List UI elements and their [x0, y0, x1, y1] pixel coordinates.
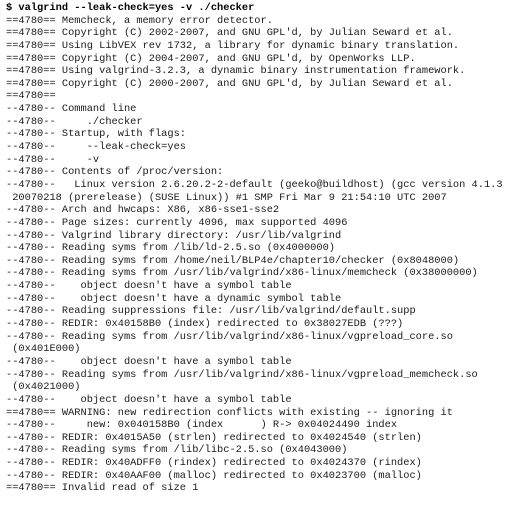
terminal-line: --4780-- Reading suppressions file: /usr/lib/valgrind/default.supp — [6, 305, 416, 318]
terminal-line: --4780-- Arch and hwcaps: X86, x86-sse1-sse2 — [6, 204, 280, 217]
terminal-line: ==4780== WARNING: new redirection conflicts with existing -- ignoring it — [6, 406, 453, 419]
terminal-line: --4780-- Reading syms from /usr/lib/valgrind/x86-linux/vgpreload_memcheck.so — [6, 368, 478, 381]
terminal-line: --4780-- object doesn't have a symbol table — [6, 393, 292, 406]
terminal-line: ==4780== Copyright (C) 2000-2007, and GNU GPL'd, by Julian Seward et al. — [6, 77, 453, 90]
terminal-line: --4780-- Contents of /proc/version: — [6, 166, 224, 179]
terminal-line: --4780-- object doesn't have a dynamic symbol table — [6, 292, 342, 305]
terminal-line: --4780-- Command line — [6, 103, 137, 116]
terminal-output — [6, 2, 512, 502]
terminal-line: --4780-- Linux version 2.6.20.2-2-default (geeko@buildhost) (gcc version 4.1.3 — [6, 178, 503, 191]
terminal-line: --4780-- ./checker — [6, 115, 143, 128]
terminal-line: --4780-- Startup, with flags: — [6, 128, 187, 141]
terminal-line: --4780-- REDIR: 0x4015A50 (strlen) redirected to 0x4024540 (strlen) — [6, 431, 422, 444]
terminal-line: --4780-- REDIR: 0x40158B0 (index) redirected to 0x38027EDB (???) — [6, 318, 404, 331]
terminal-line: ==4780== Copyright (C) 2002-2007, and GNU GPL'd, by Julian Seward et al. — [6, 27, 453, 40]
terminal-line: --4780-- Reading syms from /lib/ld-2.5.so (0x4000000) — [6, 242, 335, 255]
terminal-line: --4780-- Reading syms from /usr/lib/valgrind/x86-linux/vgpreload_core.so — [6, 330, 453, 343]
terminal-line: --4780-- Reading syms from /usr/lib/valgrind/x86-linux/memcheck (0x38000000) — [6, 267, 478, 280]
terminal-line: ==4780== Using valgrind-3.2.3, a dynamic binary instrumentation framework. — [6, 65, 466, 78]
terminal-line: ==4780== Memcheck, a memory error detector. — [6, 14, 273, 27]
terminal-line: 20070218 (prerelease) (SUSE Linux)) #1 SMP Fri Mar 9 21:54:10 UTC 2007 — [6, 191, 447, 204]
terminal-line: (0x401E000) — [6, 343, 81, 356]
terminal-line: ==4780== — [6, 90, 56, 103]
terminal-line: --4780-- --leak-check=yes — [6, 141, 187, 154]
terminal-line: ==4780== Invalid read of size 1 — [6, 482, 199, 495]
terminal-line: --4780-- Reading syms from /home/neil/BLP4e/chapter10/checker (0x8048000) — [6, 254, 460, 267]
terminal-line: --4780-- REDIR: 0x40ADFF0 (rindex) redirected to 0x4024370 (rindex) — [6, 457, 422, 470]
terminal-line: --4780-- REDIR: 0x40AAF00 (malloc) redirected to 0x4023700 (malloc) — [6, 469, 422, 482]
terminal-line: --4780-- Valgrind library directory: /usr/lib/valgrind — [6, 229, 342, 242]
shell-command-line: $ valgrind --leak-check=yes -v ./checker — [6, 2, 255, 14]
terminal-line: --4780-- object doesn't have a symbol table — [6, 355, 292, 368]
terminal-line: --4780-- new: 0x040158B0 (index ) R-> 0x04024490 index — [6, 419, 398, 432]
terminal-line: --4780-- -v — [6, 153, 100, 166]
terminal-line: (0x4021000) — [6, 381, 81, 394]
terminal-line: ==4780== Copyright (C) 2004-2007, and GNU GPL'd, by OpenWorks LLP. — [6, 52, 416, 65]
terminal-line: ==4780== Using LibVEX rev 1732, a library for dynamic binary translation. — [6, 39, 460, 52]
terminal-line: --4780-- Reading syms from /lib/libc-2.5.so (0x4043000) — [6, 444, 348, 457]
terminal-line: --4780-- object doesn't have a symbol table — [6, 280, 292, 293]
terminal-line: --4780-- Page sizes: currently 4096, max supported 4096 — [6, 216, 348, 229]
